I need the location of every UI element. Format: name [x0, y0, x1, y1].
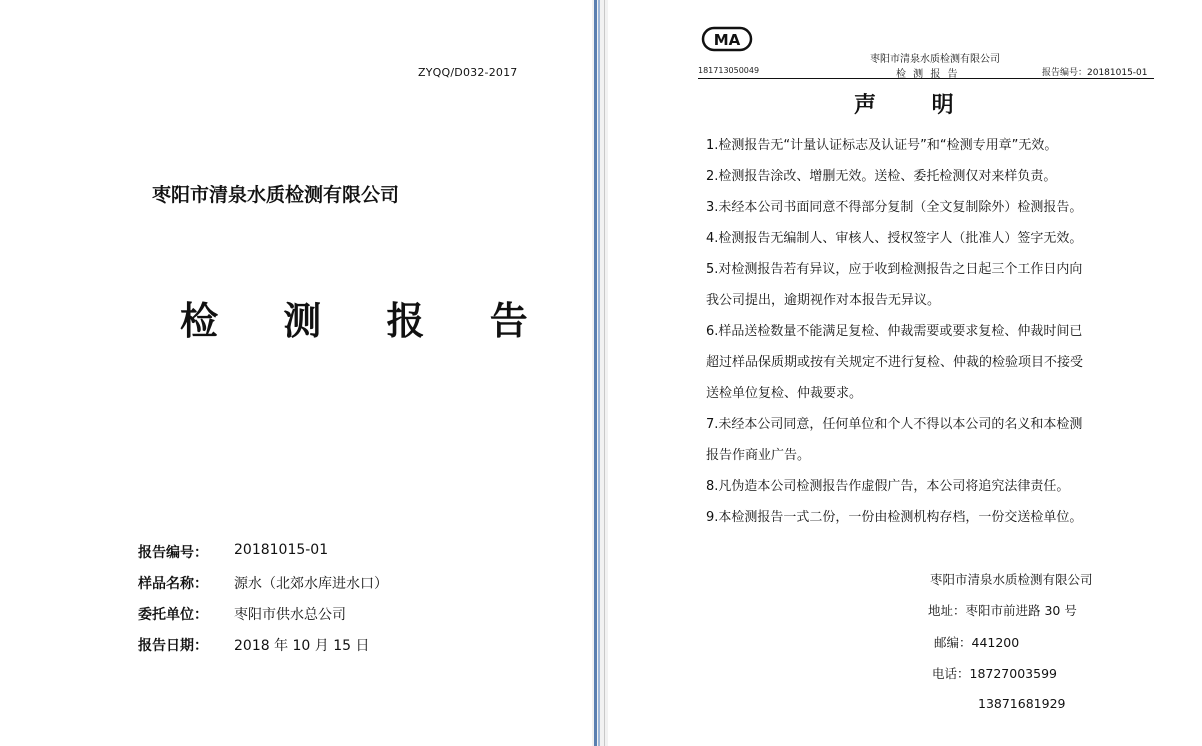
header-subtitle: 检 测 报 告	[896, 69, 960, 80]
declaration-line: 7.未经本公司同意，任何单位和个人不得以本公司的名义和本检测	[706, 417, 1083, 432]
contact-company: 枣阳市清泉水质检测有限公司	[930, 572, 1093, 587]
cma-logo-icon	[700, 25, 754, 53]
declaration-line: 6.样品送检数量不能满足复检、仲裁需要或要求复检、仲裁时间已	[706, 324, 1083, 339]
declaration-line: 5.对检测报告若有异议，应于收到检测报告之日起三个工作日内向	[706, 262, 1083, 277]
declaration-line: 我公司提出，逾期视作对本报告无异议。	[706, 293, 941, 308]
cover-report-title: 检 测 报 告	[180, 298, 554, 343]
declaration-line: 2.检测报告涂改、增删无效。送检、委托检测仅对来样负责。	[706, 169, 1057, 184]
report-date-row	[138, 635, 370, 655]
sample-name-label: 样品名称：	[138, 576, 208, 592]
contact-phone-secondary: 13871681929	[978, 696, 1066, 711]
sample-name-value: 源水（北郊水库进水口）	[234, 576, 388, 592]
sample-name-row	[138, 573, 388, 593]
declaration-title: 声 明	[854, 92, 978, 118]
client-value: 枣阳市供水总公司	[234, 607, 346, 623]
declaration-line: 1.检测报告无“计量认证标志及认证号”和“检测专用章”无效。	[706, 138, 1058, 153]
declaration-line: 报告作商业广告。	[706, 448, 811, 463]
contact-phone-primary: 电话：18727003599	[932, 666, 1057, 681]
cover-company-name: 枣阳市清泉水质检测有限公司	[152, 184, 400, 206]
header-company: 枣阳市清泉水质检测有限公司	[870, 54, 1000, 65]
declaration-line: 4.检测报告无编制人、审核人、授权签字人（批准人）签字无效。	[706, 231, 1083, 246]
declaration-page	[608, 0, 1202, 746]
header-rule	[698, 78, 1154, 79]
page-divider	[592, 0, 608, 746]
certification-number: 181713050049	[698, 66, 760, 75]
client-label: 委托单位：	[138, 607, 208, 623]
report-number-value: 20181015-01	[234, 542, 329, 558]
report-number-label: 报告编号：	[138, 545, 208, 561]
cover-page	[0, 0, 592, 746]
declaration-line: 送检单位复检、仲裁要求。	[706, 386, 863, 401]
contact-postcode: 邮编：441200	[934, 635, 1020, 650]
report-date-label: 报告日期：	[138, 638, 208, 654]
declaration-line: 8.凡伪造本公司检测报告作虚假广告，本公司将追究法律责任。	[706, 479, 1070, 494]
declaration-line: 3.未经本公司书面同意不得部分复制（全文复制除外）检测报告。	[706, 200, 1083, 215]
contact-address: 地址：枣阳市前进路 30 号	[928, 603, 1077, 618]
logo-text: MA	[713, 31, 741, 49]
declaration-line: 超过样品保质期或按有关规定不进行复检、仲裁的检验项目不接受	[706, 355, 1084, 370]
report-date-value: 2018 年 10 月 15 日	[234, 638, 370, 654]
header-report-number: 报告编号：20181015-01	[1042, 68, 1148, 78]
document-code: ZYQQ/D032-2017	[418, 66, 518, 79]
report-number-row	[138, 542, 328, 562]
declaration-list	[706, 130, 1116, 533]
declaration-line: 9.本检测报告一式二份，一份由检测机构存档，一份交送检单位。	[706, 510, 1083, 525]
client-row	[138, 604, 346, 624]
